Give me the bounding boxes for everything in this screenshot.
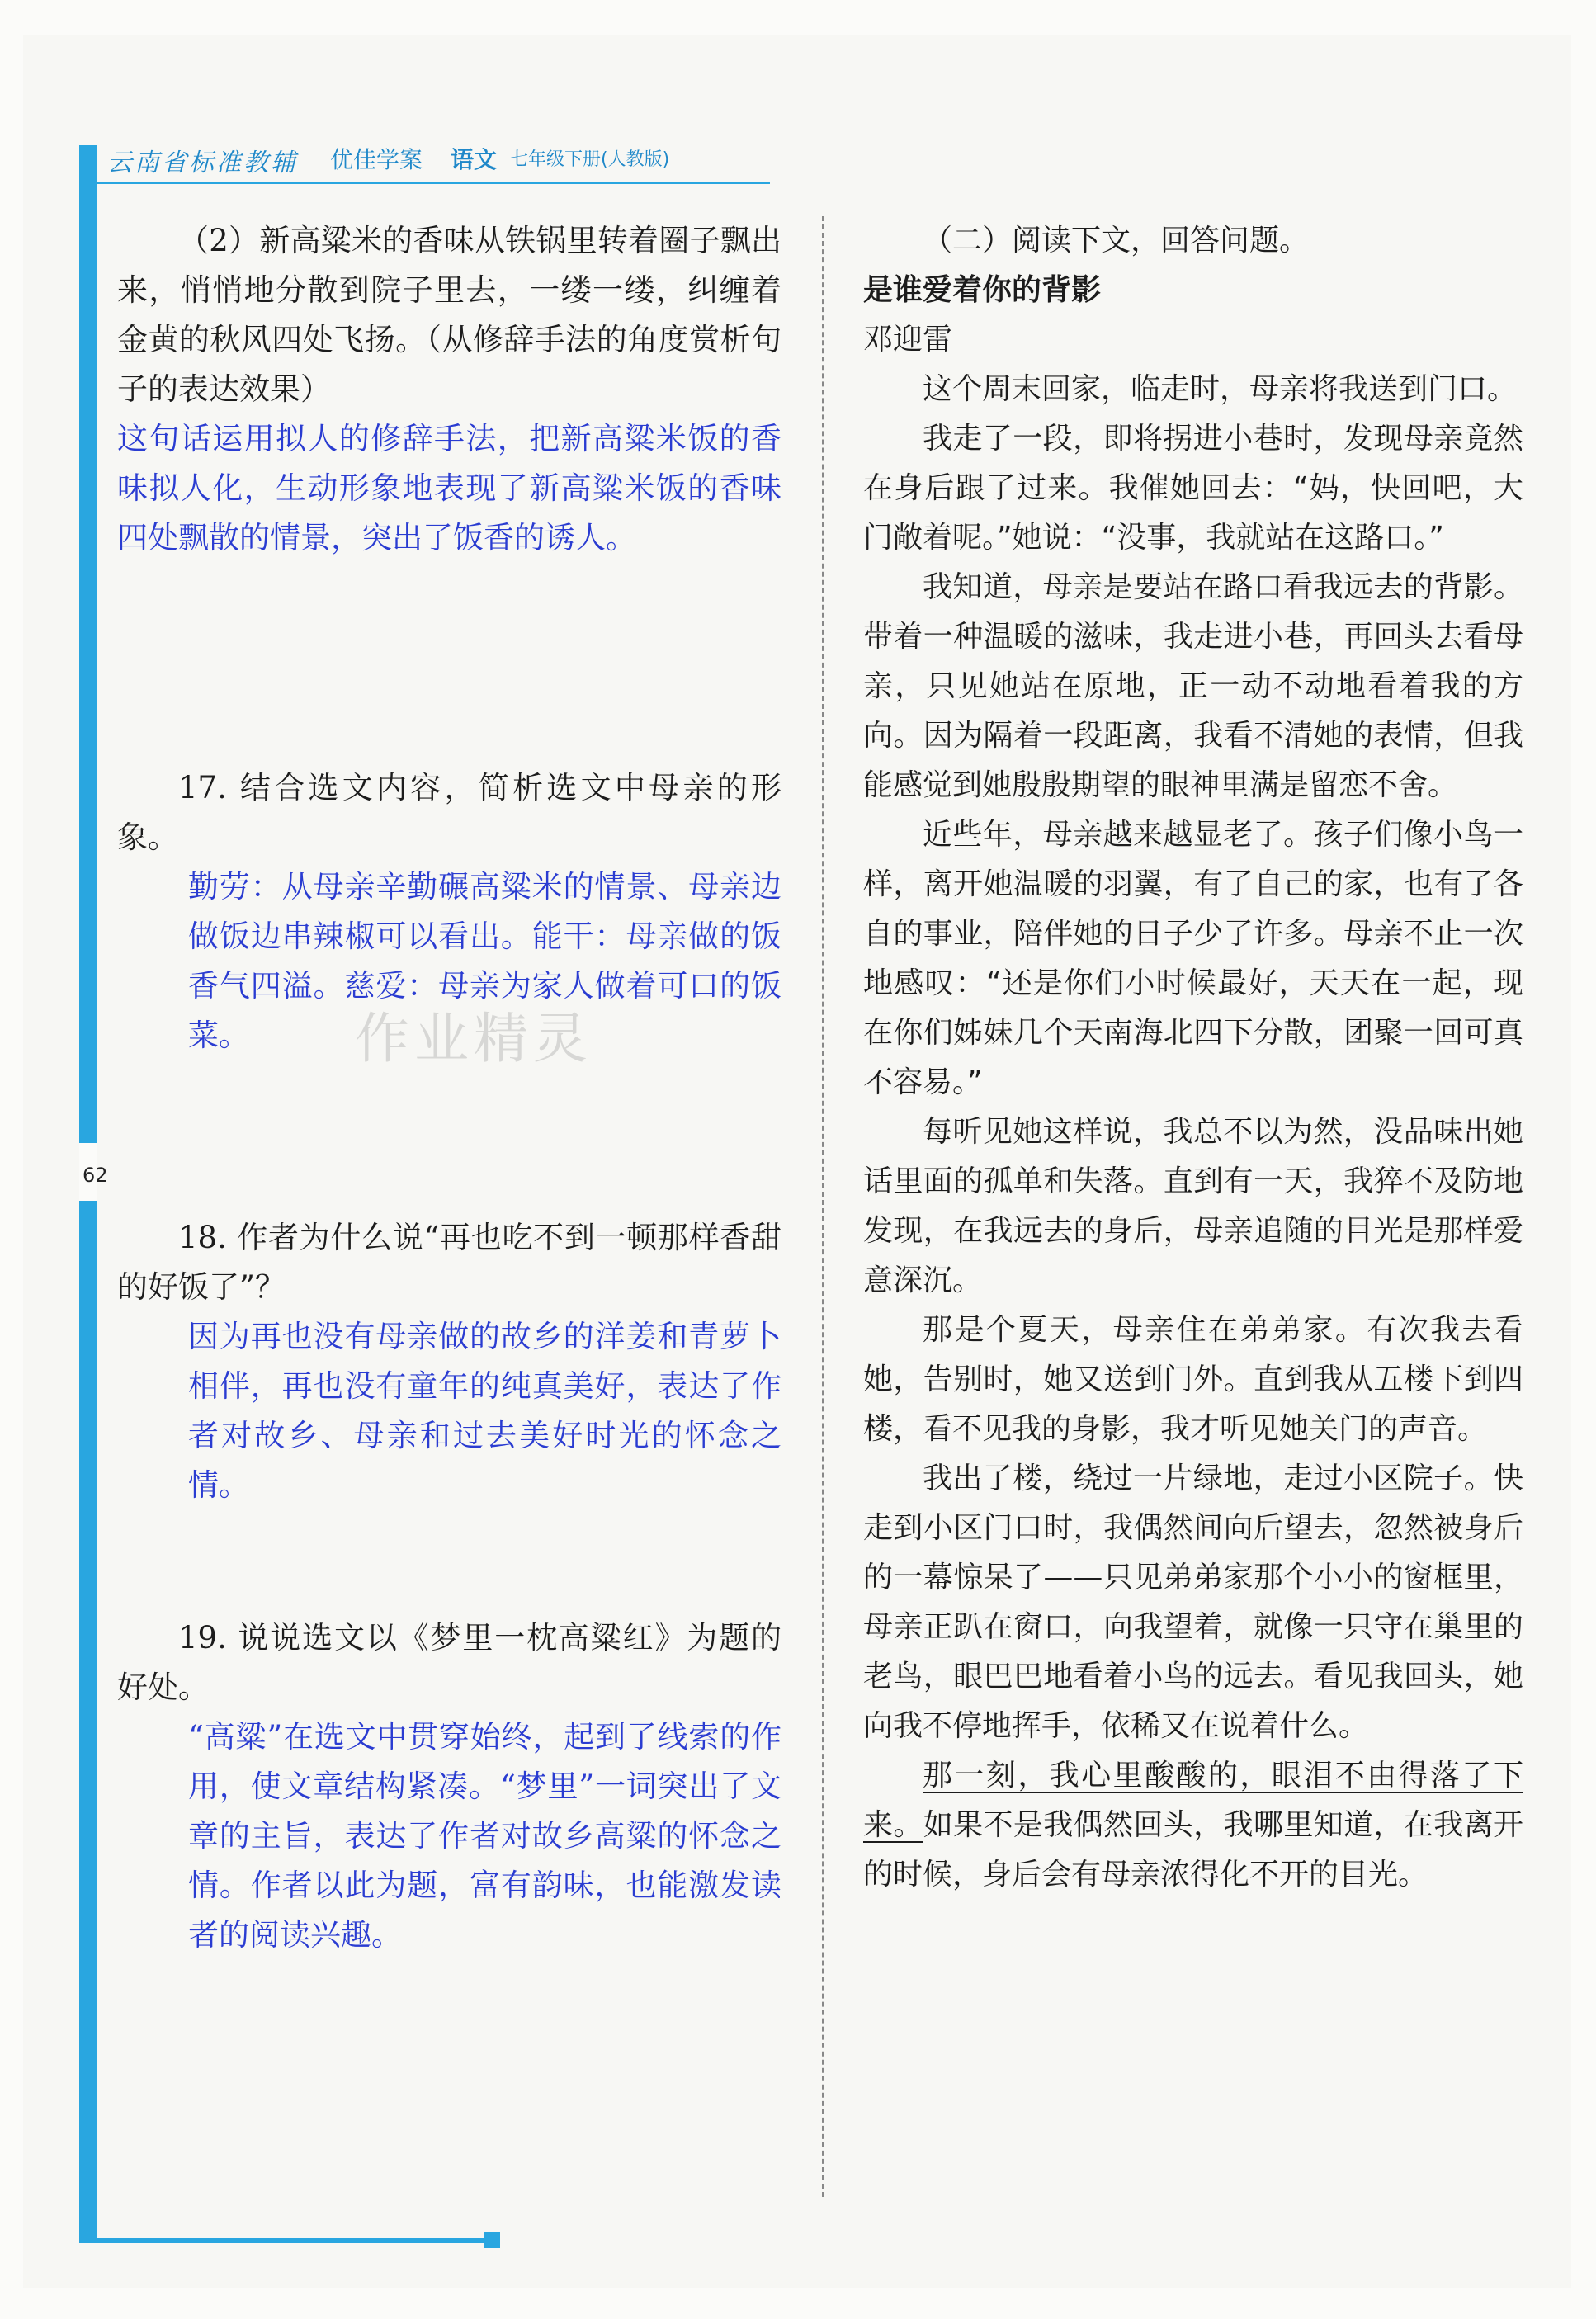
last-paragraph-rest: 如果不是我偶然回头，我哪里知道，在我离开的时候，身后会有母亲浓得化不开的目光。 — [863, 1808, 1523, 1892]
q17-question: 17. 结合选文内容，简析选文中母亲的形象。 — [117, 770, 781, 855]
passage-paragraph: 每听见她这样说，我总不以为然，没品味出她话里面的孤单和失落。直到有一天，我猝不及防地发现，在我远去的身后，母亲追随的目光是那样爱意深沉。 — [863, 1115, 1523, 1297]
passage-author: 邓迎雷 — [863, 323, 953, 357]
watermark: 作业精灵 — [355, 1007, 593, 1070]
q16-2-answer: 这句话运用拟人的修辞手法，把新高粱米饭的香味拟人化，生动形象地表现了新高粱米饭的香味四处飘散的情景，突出了饭香的诱人。 — [117, 421, 781, 555]
underlined-sentence: 那一刻，我心里酸酸的，眼泪不由得落了下来。 — [863, 1759, 1523, 1842]
header-series: 云南省标准教辅 — [107, 149, 298, 177]
q18-answer: 因为再也没有母亲做的故乡的洋姜和青萝卜相伴，再也没有童年的纯真美好，表达了作者对故乡、母亲和过去美好时光的怀念之情。 — [188, 1319, 781, 1503]
page-number: 62 — [83, 1164, 108, 1187]
bottom-rule — [79, 2238, 492, 2243]
header-grade: 七年级下册(人教版) — [510, 149, 670, 170]
header-book: 优佳学案 — [330, 146, 423, 173]
q19-question: 19. 说说选文以《梦里一枕高粱红》为题的好处。 — [117, 1620, 781, 1705]
column-divider — [822, 216, 824, 2197]
q16-2-question: （2）新高粱米的香味从铁锅里转着圈子飘出来，悄悄地分散到院子里去，一缕一缕，纠缠着金黄的秋风四处飞扬。（从修辞手法的角度赏析句子的表达效果） — [117, 223, 781, 407]
section-heading: （二）阅读下文，回答问题。 — [923, 224, 1310, 257]
header-subject: 语文 — [451, 146, 498, 173]
header-rule — [97, 182, 770, 184]
reading-passage — [863, 216, 1523, 1900]
q16-2-block — [117, 216, 781, 563]
q17-block — [117, 763, 781, 1060]
passage-paragraph: 这个周末回家，临走时，母亲将我送到门口。 — [923, 372, 1518, 406]
passage-paragraph: 我知道，母亲是要站在路口看我远去的背影。带着一种温暖的滋味，我走进小巷，再回头去看母亲，只见她站在原地，正一动不动地看着我的方向。因为隔着一段距离，我看不清她的表情，但我能感觉到她殷殷期望的眼神里满是留恋不舍。 — [863, 570, 1523, 802]
q18-block — [117, 1213, 781, 1510]
passage-paragraph: 那是个夏天，母亲住在弟弟家。有次我去看她，告别时，她又送到门外。直到我从五楼下到四楼，看不见我的身影，我才听见她关门的声音。 — [863, 1313, 1523, 1446]
passage-title: 是谁爱着你的背影 — [863, 273, 1102, 307]
passage-paragraph: 我出了楼，绕过一片绿地，走过小区院子。快走到小区门口时，我偶然间向后望去，忽然被身后的一幕惊呆了——只见弟弟家那个小小的窗框里，母亲正趴在窗口，向我望着，就像一只守在巢里的老鸟，眼巴巴地看着小鸟的远去。看见我回头，她向我不停地挥手，依稀又在说着什么。 — [863, 1462, 1523, 1743]
passage-paragraph: 近些年，母亲越来越显老了。孩子们像小鸟一样，离开她温暖的羽翼，有了自己的家，也有了各自的事业，陪伴她的日子少了许多。母亲不止一次地感叹：“还是你们小时候最好，天天在一起，现在你们姊妹几个天南海北四下分散，团聚一回可真不容易。” — [863, 818, 1523, 1099]
q19-block — [117, 1613, 781, 1960]
passage-paragraph: 我走了一段，即将拐进小巷时，发现母亲竟然在身后跟了过来。我催她回去：“妈，快回吧，大门敞着呢。”她说：“没事，我就站在这路口。” — [863, 422, 1523, 555]
q17-answer: 勤劳：从母亲辛勤碾高粱米的情景、母亲边做饭边串辣椒可以看出。能干：母亲做的饭香气四溢。慈爱：母亲为家人做着可口的饭菜。 — [188, 869, 781, 1053]
passage-last-paragraph — [863, 1751, 1523, 1900]
bottom-square-ornament — [484, 2232, 500, 2248]
q18-question: 18. 作者为什么说“再也吃不到一顿那样香甜的好饭了”？ — [117, 1220, 781, 1305]
q19-answer: “高粱”在选文中贯穿始终，起到了线索的作用，使文章结构紧凑。“梦里”一词突出了文章的主旨，表达了作者对故乡高粱的怀念之情。作者以此为题，富有韵味，也能激发读者的阅读兴趣。 — [188, 1719, 781, 1953]
